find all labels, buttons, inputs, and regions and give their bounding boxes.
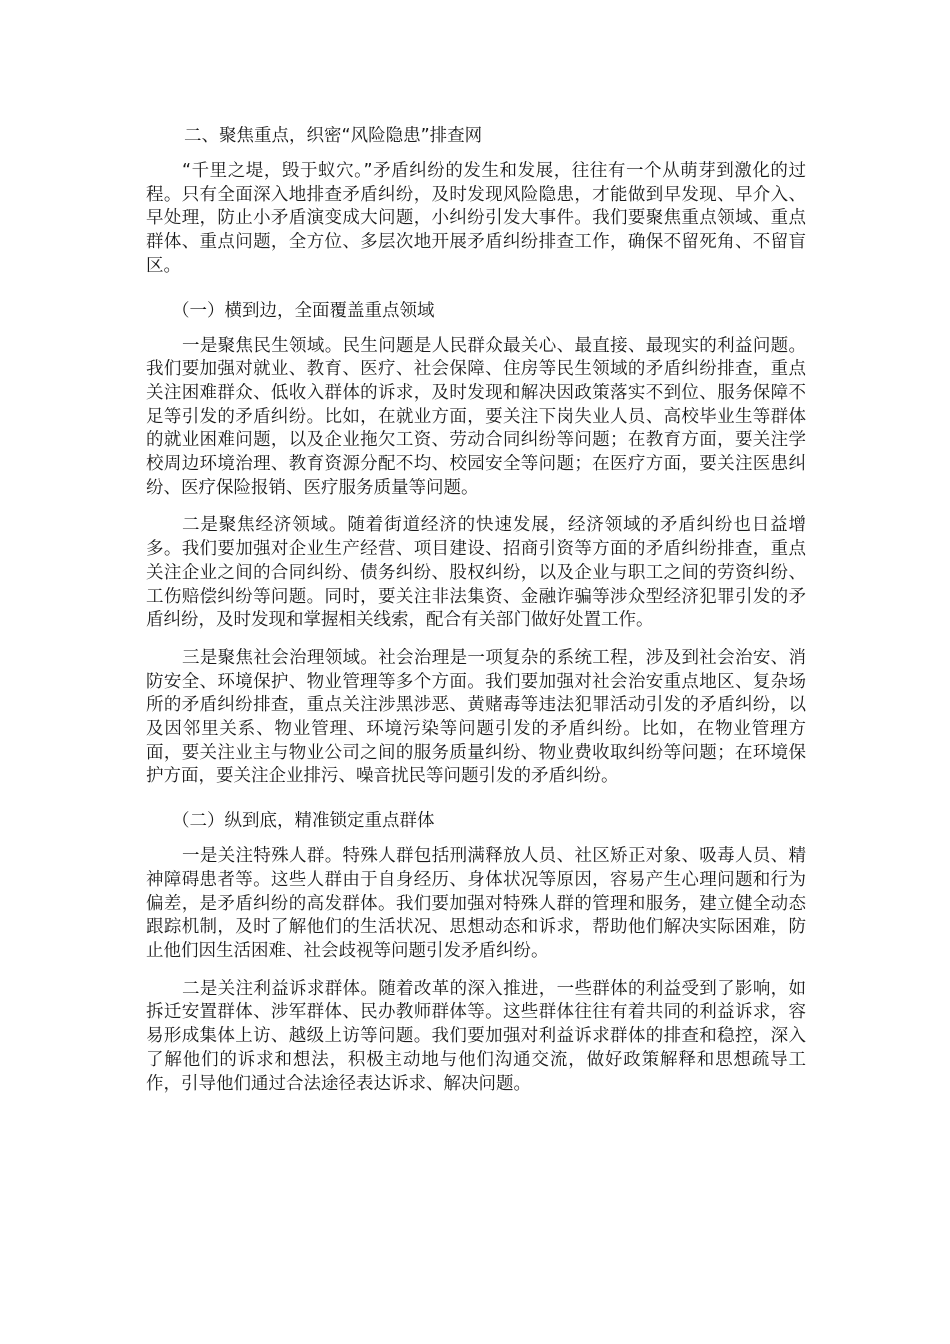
document-page bbox=[146, 118, 806, 1110]
subsection-heading-1: （一）横到边，全面覆盖重点领域 bbox=[172, 300, 435, 321]
intro-paragraph: “千里之堤，毁于蚁穴。”矛盾纠纷的发生和发展，往往有一个从萌芽到激化的过程。只有全面深入地排查矛盾纠纷，及时发现风险隐患，才能做到早发现、早介入、早处理，防止小矛盾演变成大问题，小纠纷引发大事件。我们要聚焦重点领域、重点群体、重点问题，全方位、多层次地开展矛盾纠纷排查工作，确保不留死角、不留盲区。 bbox=[146, 161, 806, 276]
section-heading: 二、聚焦重点，织密“风险隐患”排查网 bbox=[184, 126, 483, 146]
livelihood-paragraph: 一是聚焦民生领域。民生问题是人民群众最关心、最直接、最现实的利益问题。我们要加强对就业、教育、医疗、社会保障、住房等民生领域的矛盾纠纷排查，重点关注困难群众、低收入群体的诉求，及时发现和解决因政策落实不到位、服务保障不足等引发的矛盾纠纷。比如，在就业方面，要关注下岗失业人员、高校毕业生等群体的就业困难问题，以及企业拖欠工资、劳动合同纠纷等问题；在教育方面，要关注学校周边环境治理、教育资源分配不均、校园安全等问题；在医疗方面，要关注医患纠纷、医疗保险报销、医疗服务质量等问题。 bbox=[146, 335, 806, 498]
economy-paragraph: 二是聚焦经济领域。随着街道经济的快速发展，经济领域的矛盾纠纷也日益增多。我们要加强对企业生产经营、项目建设、招商引资等方面的矛盾纠纷排查，重点关注企业之间的合同纠纷、债务纠纷、股权纠纷，以及企业与职工之间的劳资纠纷、工伤赔偿纠纷等问题。同时，要关注非法集资、金融诈骗等涉众型经济犯罪引发的矛盾纠纷，及时发现和掌握相关线索，配合有关部门做好处置工作。 bbox=[146, 515, 806, 631]
governance-paragraph: 三是聚焦社会治理领域。社会治理是一项复杂的系统工程，涉及到社会治安、消防安全、环境保护、物业管理等多个方面。我们要加强对社会治安重点地区、复杂场所的矛盾纠纷排查，重点关注涉黑涉恶、黄赌毒等违法犯罪活动引发的矛盾纠纷，以及因邻里关系、物业管理、环境污染等问题引发的矛盾纠纷。比如，在物业管理方面，要关注业主与物业公司之间的服务质量纠纷、物业费收取纠纷等问题；在环境保护方面，要关注企业排污、噪音扰民等问题引发的矛盾纠纷。 bbox=[146, 647, 806, 787]
special-groups-paragraph: 一是关注特殊人群。特殊人群包括刑满释放人员、社区矫正对象、吸毒人员、精神障碍患者等。这些人群由于自身经历、身体状况等原因，容易产生心理问题和行为偏差，是矛盾纠纷的高发群体。我们要加强对特殊人群的管理和服务，建立健全动态跟踪机制，及时了解他们的生活状况、思想动态和诉求，帮助他们解决实际困难，防止他们因生活困难、社会歧视等问题引发矛盾纠纷。 bbox=[146, 846, 806, 961]
interest-groups-paragraph: 二是关注利益诉求群体。随着改革的深入推进，一些群体的利益受到了影响，如拆迁安置群体、涉军群体、民办教师群体等。这些群体往往有着共同的利益诉求，容易形成集体上访、越级上访等问题。我们要加强对利益诉求群体的排查和稳控，深入了解他们的诉求和想法，积极主动地与他们沟通交流，做好政策解释和思想疏导工作，引导他们通过合法途径表达诉求、解决问题。 bbox=[146, 978, 806, 1094]
subsection-heading-2: （二）纵到底，精准锁定重点群体 bbox=[172, 811, 435, 832]
